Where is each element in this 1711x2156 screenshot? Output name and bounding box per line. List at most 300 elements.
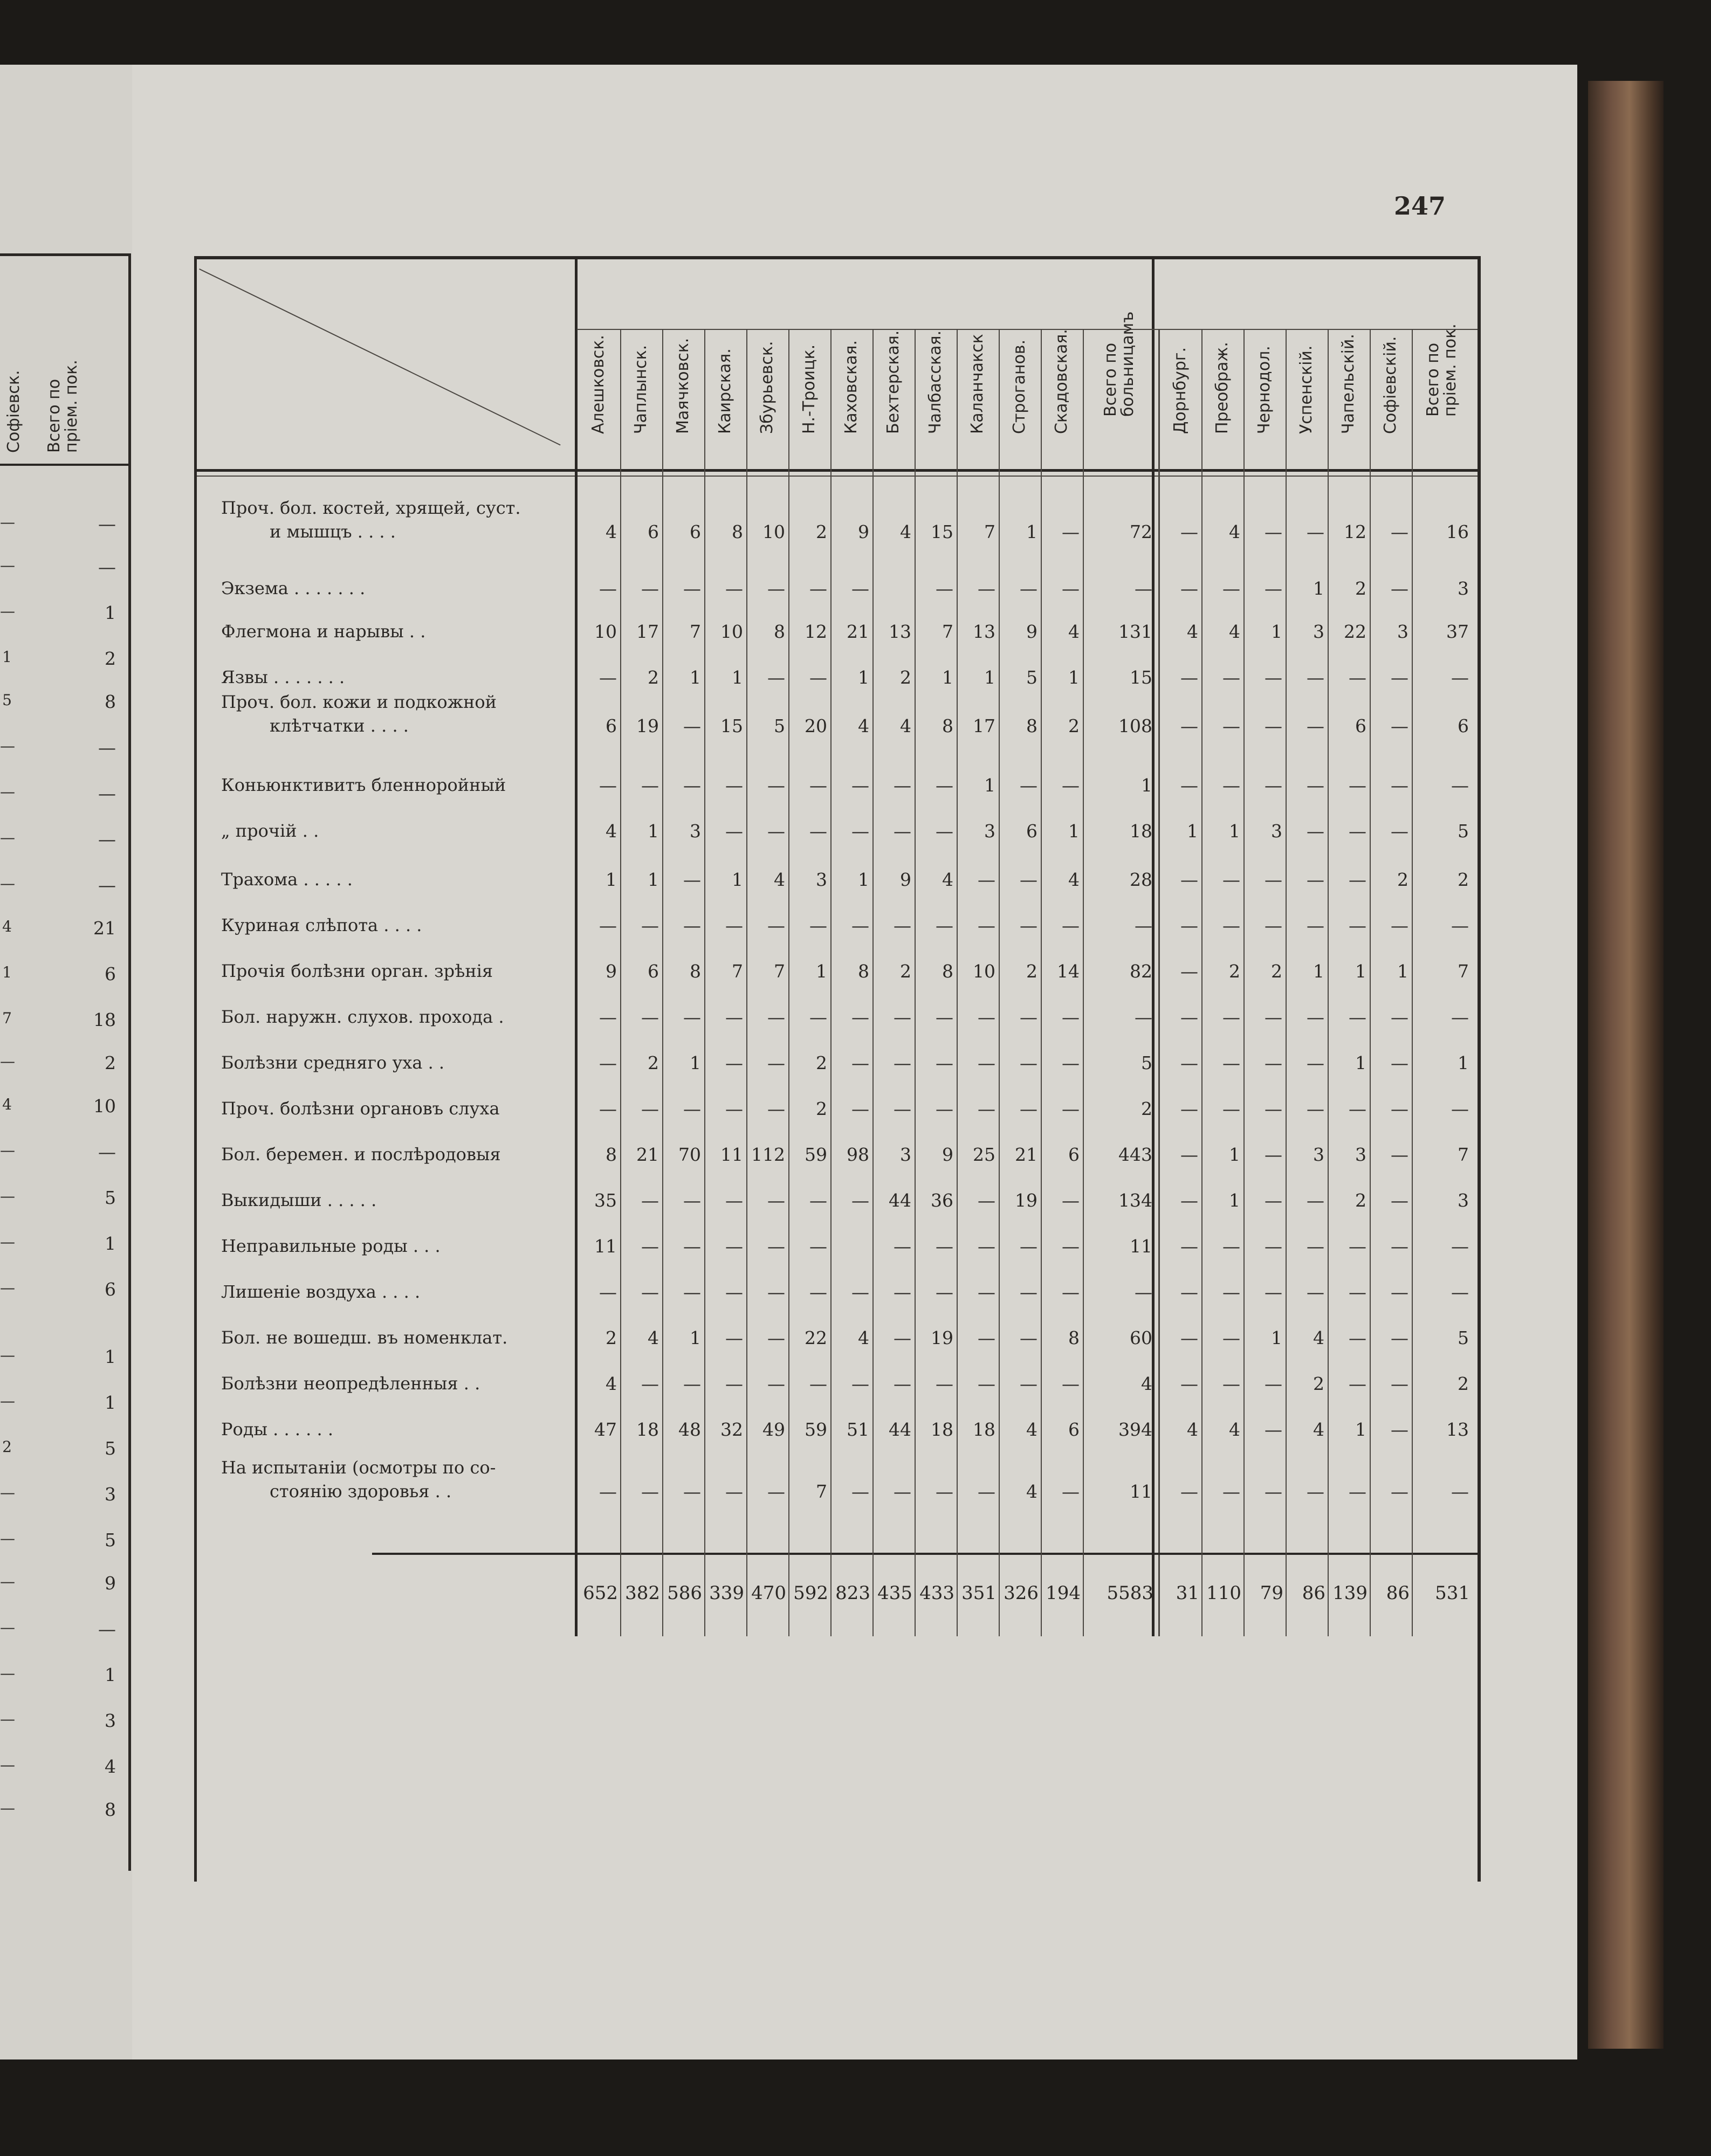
cell-value: — [851, 1481, 869, 1502]
total-value: 86 [1386, 1582, 1410, 1604]
cell-value: — [936, 1282, 953, 1303]
column-header [620, 329, 662, 456]
column-header [1243, 329, 1286, 456]
left-page-mark: — [0, 737, 15, 755]
cell-value: — [894, 1327, 911, 1348]
cell-value: 3 [1397, 621, 1408, 642]
cell-value: 5 [1141, 1052, 1152, 1073]
column-header-label: Софіевскій. [1381, 336, 1400, 434]
cell-value: 5 [1026, 667, 1037, 688]
cell-value: 4 [1229, 521, 1240, 542]
cell-value: 2 [1313, 1373, 1324, 1394]
cell-value: 6 [648, 521, 659, 542]
cell-value: — [894, 1098, 911, 1119]
cell-value: 3 [900, 1144, 911, 1165]
cell-value: 1 [690, 667, 701, 688]
cell-value: — [1062, 1236, 1080, 1257]
row-label: Бол. наружн. слухов. прохода . [221, 1007, 504, 1027]
cell-value: — [1391, 915, 1408, 936]
row-label: Проч. бол. кожи и подкожной [221, 692, 497, 712]
left-page-mark: — [0, 1141, 15, 1159]
cell-value: 9 [900, 869, 911, 890]
cell-value: 49 [762, 1419, 785, 1440]
cell-value: — [725, 1481, 743, 1502]
column-header-label: Н.-Троицк. [800, 344, 819, 434]
cell-value: 8 [732, 521, 743, 542]
cell-value: 1 [816, 961, 827, 982]
header-bottom-rule [194, 469, 1478, 472]
left-page-value: — [98, 513, 116, 534]
left-page-value: 5 [105, 1530, 116, 1551]
cell-value: — [1222, 915, 1240, 936]
cell-value: 51 [847, 1419, 869, 1440]
column-header [1412, 323, 1472, 456]
cell-value: 4 [900, 521, 911, 542]
cell-value: — [894, 1282, 911, 1303]
cell-value: — [599, 1052, 617, 1073]
cell-value: 6 [1068, 1419, 1080, 1440]
cell-value: 48 [678, 1419, 701, 1440]
left-page-mark: — [0, 513, 15, 531]
cell-value: 5 [774, 715, 785, 736]
cell-value: — [1062, 1052, 1080, 1073]
cell-value: — [1222, 1007, 1240, 1028]
cell-value: 70 [678, 1144, 701, 1165]
row-label: Флегмона и нарывы . . [221, 621, 426, 642]
cell-value: 12 [805, 621, 827, 642]
cell-value: — [1451, 667, 1469, 688]
cell-value: — [1349, 821, 1366, 842]
left-page-top-rule [0, 253, 129, 256]
left-page-value: 4 [105, 1756, 116, 1777]
cell-value: 7 [774, 961, 785, 982]
cell-value: 1 [606, 869, 617, 890]
cell-value: 1 [1068, 821, 1080, 842]
cell-value: — [1135, 578, 1152, 599]
cell-value: 1 [690, 1052, 701, 1073]
cell-value: — [809, 915, 827, 936]
column-header [1159, 329, 1201, 456]
cell-value: 134 [1118, 1190, 1152, 1211]
cell-value: 443 [1118, 1144, 1152, 1165]
cell-value: — [1062, 915, 1080, 936]
row-label-continued: клѣтчатки . . . . [270, 715, 409, 736]
cell-value: 60 [1130, 1327, 1152, 1348]
left-page-column-label: Софіевск. [4, 370, 23, 453]
cell-value: — [1265, 869, 1282, 890]
cell-value: — [1307, 775, 1324, 796]
cell-value: — [641, 578, 659, 599]
left-page-value: 1 [105, 1664, 116, 1685]
cell-value: 4 [1313, 1327, 1324, 1348]
cell-value: — [1307, 1098, 1324, 1119]
cell-value: — [894, 1481, 911, 1502]
cell-value: — [1020, 1236, 1037, 1257]
cell-value: 4 [1187, 1419, 1198, 1440]
cell-value: — [809, 821, 827, 842]
column-header-label: Строганов. [1010, 339, 1029, 434]
column-header-label: Всего по больницамъ [1101, 311, 1137, 417]
cell-value: 4 [1187, 621, 1198, 642]
cell-value: 108 [1118, 715, 1152, 736]
cell-value: — [725, 1282, 743, 1303]
cell-value: 2 [1141, 1098, 1152, 1119]
total-value: 339 [709, 1582, 744, 1604]
cell-value: — [1180, 521, 1198, 542]
cell-value: — [599, 1481, 617, 1502]
cell-value: — [1349, 869, 1366, 890]
cell-value: 2 [1397, 869, 1408, 890]
row-label: Болѣзни средняго уха . . [221, 1052, 445, 1073]
cell-value: — [978, 1052, 995, 1073]
cell-value: 18 [973, 1419, 995, 1440]
column-header [1041, 329, 1083, 456]
cell-value: — [1020, 1098, 1037, 1119]
cell-value: — [683, 1236, 701, 1257]
cell-value: 8 [1068, 1327, 1080, 1348]
cell-value: 5 [1458, 1327, 1469, 1348]
row-label: Болѣзни неопредѣленныя . . [221, 1373, 480, 1394]
row-label: Проч. болѣзни органовъ слуха [221, 1098, 500, 1119]
cell-value: — [1451, 1481, 1469, 1502]
cell-value: 2 [900, 961, 911, 982]
left-page-mark: — [0, 829, 15, 846]
cell-value: 10 [973, 961, 995, 982]
cell-value: — [599, 1282, 617, 1303]
cell-value: — [809, 578, 827, 599]
cell-value: — [1391, 1236, 1408, 1257]
left-page-value: 18 [93, 1009, 116, 1030]
cell-value: 2 [648, 667, 659, 688]
left-page-value: 3 [105, 1484, 116, 1505]
cell-value: — [599, 775, 617, 796]
left-page-value: — [98, 556, 116, 577]
cell-value: — [936, 821, 953, 842]
cell-value: — [851, 821, 869, 842]
cell-value: — [978, 1282, 995, 1303]
cell-value: — [1180, 1190, 1198, 1211]
cell-value: — [978, 869, 995, 890]
column-header-label: Алешковск. [589, 335, 608, 434]
cell-value: 21 [636, 1144, 659, 1165]
cell-value: 1 [1397, 961, 1408, 982]
cell-value: 32 [720, 1419, 743, 1440]
cell-value: — [1265, 1190, 1282, 1211]
column-header-label: Каховская. [842, 340, 861, 434]
cell-value: — [767, 1481, 785, 1502]
cell-value: — [1135, 915, 1152, 936]
column-header-label: Успенскій. [1297, 345, 1316, 434]
cell-value: 35 [594, 1190, 617, 1211]
cell-value: — [809, 1373, 827, 1394]
cell-value: — [936, 1236, 953, 1257]
cell-value: 394 [1118, 1419, 1152, 1440]
cell-value: — [1265, 715, 1282, 736]
cell-value: 28 [1130, 869, 1152, 890]
cell-value: — [599, 1098, 617, 1119]
cell-value: — [936, 1052, 953, 1073]
cell-value: — [1222, 1098, 1240, 1119]
cell-value: 2 [816, 1052, 827, 1073]
cell-value: 12 [1344, 521, 1366, 542]
cell-value: 5 [1458, 821, 1469, 842]
cell-value: — [851, 915, 869, 936]
column-header-label: Чалбасская. [926, 330, 945, 434]
cell-value: — [894, 775, 911, 796]
cell-value: — [1349, 775, 1366, 796]
cell-value: — [978, 915, 995, 936]
column-header [1286, 329, 1328, 456]
cell-value: — [851, 1373, 869, 1394]
cell-value: 7 [816, 1481, 827, 1502]
left-page-mark: — [0, 556, 15, 574]
cell-value: — [1180, 1144, 1198, 1165]
cell-value: — [1349, 1327, 1366, 1348]
cell-value: — [683, 869, 701, 890]
cell-value: 18 [931, 1419, 953, 1440]
left-page-mark: 4 [2, 918, 12, 935]
total-value: 79 [1260, 1582, 1283, 1604]
cell-value: — [1020, 1052, 1037, 1073]
cell-value: — [1222, 869, 1240, 890]
cell-value: 4 [1229, 1419, 1240, 1440]
cell-value: 131 [1118, 621, 1152, 642]
column-header [1201, 329, 1243, 456]
cell-value: — [1307, 1190, 1324, 1211]
cell-value: — [1307, 667, 1324, 688]
table-top-rule [194, 256, 1478, 259]
cell-value: 1 [732, 667, 743, 688]
cell-value: 1 [1026, 521, 1037, 542]
cell-value: 13 [973, 621, 995, 642]
cell-value: — [1062, 1190, 1080, 1211]
cell-value: — [767, 1236, 785, 1257]
cell-value: 37 [1446, 621, 1469, 642]
cell-value: 59 [805, 1144, 827, 1165]
row-label: Бол. беремен. и послѣродовыя [221, 1144, 501, 1165]
total-value: 139 [1332, 1582, 1368, 1604]
column-header [915, 329, 957, 456]
cell-value: — [1349, 1236, 1366, 1257]
cell-value: 1 [858, 667, 869, 688]
cell-value: 6 [1458, 715, 1469, 736]
cell-value: 9 [1026, 621, 1037, 642]
cell-value: 36 [931, 1190, 953, 1211]
left-page-mark: — [0, 1187, 15, 1205]
cell-value: — [1265, 1481, 1282, 1502]
cell-value: — [1020, 869, 1037, 890]
cell-value: — [683, 1282, 701, 1303]
cell-value: — [1265, 1419, 1282, 1440]
cell-value: — [1180, 715, 1198, 736]
cell-value: — [767, 775, 785, 796]
cell-value: — [1349, 1481, 1366, 1502]
cell-value: — [1265, 1236, 1282, 1257]
cell-value: — [725, 1190, 743, 1211]
cell-value: — [1349, 1098, 1366, 1119]
cell-value: 1 [1068, 667, 1080, 688]
cell-value: — [1307, 1236, 1324, 1257]
cell-value: 1 [1313, 961, 1324, 982]
cell-value: — [1451, 775, 1469, 796]
column-header-label: Чаплынск. [631, 345, 650, 434]
cell-value: — [1180, 578, 1198, 599]
column-header [1328, 329, 1370, 456]
row-label-continued: и мышцъ . . . . [270, 521, 396, 542]
cell-value: 8 [606, 1144, 617, 1165]
cell-value: — [978, 1007, 995, 1028]
cell-value: — [894, 1236, 911, 1257]
cell-value: — [641, 1007, 659, 1028]
cell-value: — [1265, 1052, 1282, 1073]
cell-value: 4 [942, 869, 953, 890]
cell-value: — [767, 1327, 785, 1348]
cell-value: — [1180, 1098, 1198, 1119]
cell-value: — [936, 775, 953, 796]
cell-value: 4 [1026, 1419, 1037, 1440]
cell-value: 14 [1057, 961, 1080, 982]
total-value: 351 [961, 1582, 997, 1604]
cell-value: — [1391, 1007, 1408, 1028]
left-page-value: 1 [105, 1233, 116, 1254]
cell-value: — [1020, 1373, 1037, 1394]
cell-value: — [978, 1098, 995, 1119]
row-label: Лишеніе воздуха . . . . [221, 1282, 421, 1302]
cell-value: — [809, 1282, 827, 1303]
column-header [1370, 329, 1412, 456]
cell-value: — [1307, 915, 1324, 936]
column-header [957, 329, 999, 456]
total-value: 382 [625, 1582, 660, 1604]
cell-value: — [978, 1373, 995, 1394]
cell-value: 15 [931, 521, 953, 542]
cell-value: — [978, 1190, 995, 1211]
cell-value: 1 [648, 869, 659, 890]
cell-value: — [1180, 1327, 1198, 1348]
total-value: 194 [1046, 1582, 1081, 1604]
cell-value: 3 [1458, 1190, 1469, 1211]
cell-value: 3 [1271, 821, 1282, 842]
cell-value: 112 [751, 1144, 785, 1165]
cell-value: — [851, 1282, 869, 1303]
left-page-value: — [98, 1141, 116, 1162]
cell-value: — [894, 1007, 911, 1028]
cell-value: 1 [1355, 961, 1366, 982]
cell-value: — [1180, 1052, 1198, 1073]
cell-value: — [1020, 578, 1037, 599]
cell-value: — [936, 1481, 953, 1502]
left-page-mark: 1 [2, 648, 12, 666]
cell-value: 82 [1130, 961, 1152, 982]
table-right-rule [1478, 256, 1481, 1882]
cell-value: — [978, 1481, 995, 1502]
cell-value: 25 [973, 1144, 995, 1165]
cell-value: — [1180, 1236, 1198, 1257]
cell-value: 18 [636, 1419, 659, 1440]
cell-value: — [1062, 1481, 1080, 1502]
left-page-value: 2 [105, 648, 116, 669]
cell-value: — [641, 1373, 659, 1394]
cell-value: — [1451, 1007, 1469, 1028]
column-header-label: Маячковск. [674, 337, 692, 434]
left-page-value: 2 [105, 1052, 116, 1073]
cell-value: — [683, 1190, 701, 1211]
cell-value: — [809, 1190, 827, 1211]
cell-value: — [767, 1007, 785, 1028]
cell-value: 47 [594, 1419, 617, 1440]
cell-value: — [894, 821, 911, 842]
cell-value: — [1265, 1007, 1282, 1028]
cell-value: — [1180, 869, 1198, 890]
cell-value: 2 [816, 521, 827, 542]
cell-value: 4 [900, 715, 911, 736]
cell-value: — [1062, 1282, 1080, 1303]
cell-value: — [1307, 521, 1324, 542]
cell-value: — [1222, 1236, 1240, 1257]
column-header [872, 329, 915, 456]
cell-value: — [978, 578, 995, 599]
cell-value: — [1307, 715, 1324, 736]
left-page-mark: 4 [2, 1096, 12, 1113]
left-page-value: 3 [105, 1710, 116, 1731]
cell-value: — [809, 1007, 827, 1028]
cell-value: — [1180, 1007, 1198, 1028]
cell-value: — [767, 667, 785, 688]
left-page-value: 5 [105, 1187, 116, 1208]
cell-value: 1 [690, 1327, 701, 1348]
cell-value: — [599, 1007, 617, 1028]
column-header [704, 329, 746, 456]
left-page-mark: — [0, 1799, 15, 1817]
cell-value: — [1062, 1007, 1080, 1028]
cell-value: 19 [636, 715, 659, 736]
cell-value: 6 [1068, 1144, 1080, 1165]
left-page-value: 8 [105, 1799, 116, 1820]
cell-value: — [851, 1052, 869, 1073]
cell-value: — [1265, 1098, 1282, 1119]
cell-value: — [641, 1190, 659, 1211]
cell-value: — [641, 1098, 659, 1119]
cell-value: — [1391, 1052, 1408, 1073]
cell-value: — [936, 915, 953, 936]
cell-value: 2 [1229, 961, 1240, 982]
row-label: Коньюнктивитъ бленноройный [221, 775, 506, 795]
cell-value: 13 [1446, 1419, 1469, 1440]
left-page-value: 5 [105, 1438, 116, 1459]
cell-value: 98 [847, 1144, 869, 1165]
cell-value: — [1265, 1373, 1282, 1394]
column-header [1083, 311, 1156, 456]
cell-value: — [1451, 915, 1469, 936]
row-label-continued: стоянію здоровья . . [270, 1481, 452, 1501]
total-value: 31 [1176, 1582, 1199, 1604]
total-value: 592 [793, 1582, 828, 1604]
cell-value: — [683, 775, 701, 796]
cell-value: 3 [1313, 1144, 1324, 1165]
column-header [788, 329, 830, 456]
left-page-value: 1 [105, 1346, 116, 1367]
cell-value: — [1307, 821, 1324, 842]
cell-value: 3 [984, 821, 995, 842]
cell-value: — [1391, 1190, 1408, 1211]
cell-value: 4 [606, 521, 617, 542]
cell-value: 7 [1458, 1144, 1469, 1165]
cell-value: — [767, 1098, 785, 1119]
left-page-mark: 7 [2, 1009, 12, 1027]
cell-value: — [1265, 1282, 1282, 1303]
cell-value: 1 [858, 869, 869, 890]
cell-value: — [1391, 578, 1408, 599]
